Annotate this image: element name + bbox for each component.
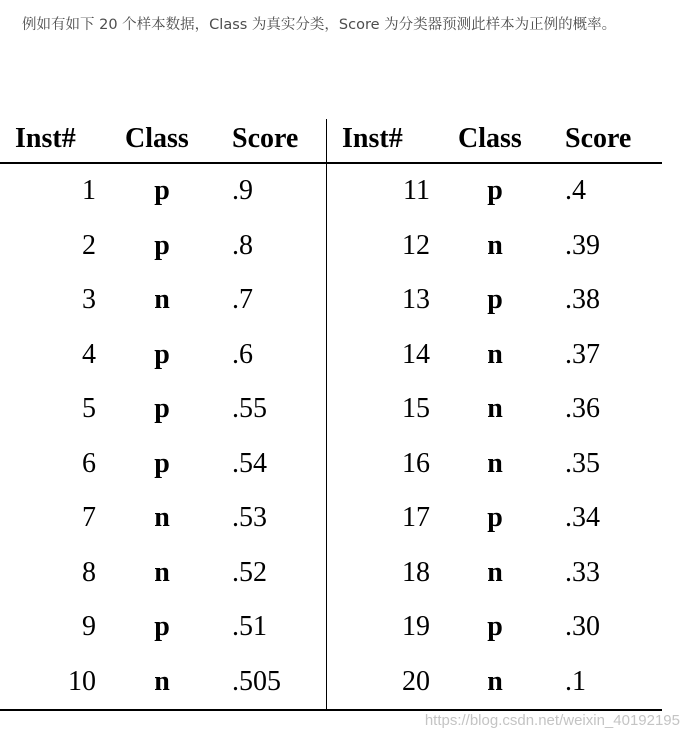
- class-cell: n: [487, 338, 503, 370]
- score-cell: .54: [232, 447, 267, 479]
- class-cell: p: [154, 393, 170, 424]
- bottom-rule: [0, 709, 662, 711]
- table-row: [0, 491, 662, 546]
- table-row: [0, 164, 662, 219]
- score-cell: .7: [232, 284, 253, 315]
- table-row: [0, 273, 662, 328]
- class-cell: p: [154, 611, 170, 642]
- table-row: [0, 328, 662, 383]
- score-cell: .39: [565, 229, 600, 261]
- score-cell: .55: [232, 393, 267, 424]
- intro-paragraph: 例如有如下 20 个样本数据，Class 为真实分类，Score 为分类器预测此样本为正例的概率。: [22, 17, 617, 33]
- score-cell: .4: [565, 175, 586, 206]
- header-inst-right: Inst#: [342, 123, 403, 154]
- inst-cell: 3: [82, 284, 96, 315]
- inst-cell: 1: [82, 175, 96, 206]
- table-row: [0, 437, 662, 492]
- class-cell: p: [154, 229, 170, 261]
- inst-cell: 20: [402, 665, 430, 697]
- header-score-right: Score: [565, 123, 632, 154]
- score-cell: .34: [565, 502, 600, 533]
- class-cell: n: [487, 393, 503, 424]
- score-cell: .37: [565, 338, 600, 370]
- class-cell: p: [487, 611, 503, 642]
- table-row: [0, 600, 662, 655]
- class-cell: n: [154, 502, 170, 533]
- inst-cell: 12: [402, 229, 430, 261]
- table-row: [0, 655, 662, 710]
- inst-cell: 17: [402, 502, 430, 533]
- score-cell: .6: [232, 338, 253, 370]
- class-cell: n: [487, 665, 503, 697]
- score-cell: .51: [232, 611, 267, 642]
- inst-cell: 13: [402, 284, 430, 315]
- table-row: [0, 546, 662, 601]
- inst-cell: 2: [82, 229, 96, 261]
- class-cell: n: [154, 556, 170, 588]
- score-cell: .36: [565, 393, 600, 424]
- class-cell: n: [154, 284, 170, 315]
- header-class-left: Class: [125, 123, 189, 154]
- score-cell: .8: [232, 229, 253, 261]
- inst-cell: 5: [82, 393, 96, 424]
- inst-cell: 16: [402, 447, 430, 479]
- class-cell: n: [487, 556, 503, 588]
- table-row: [0, 219, 662, 274]
- inst-cell: 10: [68, 665, 96, 697]
- table-row: [0, 382, 662, 437]
- inst-cell: 9: [82, 611, 96, 642]
- inst-cell: 4: [82, 338, 96, 370]
- class-cell: p: [154, 175, 170, 206]
- score-cell: .1: [565, 665, 586, 697]
- inst-cell: 8: [82, 556, 96, 588]
- score-cell: .35: [565, 447, 600, 479]
- inst-cell: 18: [402, 556, 430, 588]
- class-cell: p: [487, 284, 503, 315]
- class-cell: p: [154, 447, 170, 479]
- watermark: https://blog.csdn.net/weixin_40192195: [424, 712, 680, 729]
- score-cell: .505: [232, 665, 281, 697]
- inst-cell: 6: [82, 447, 96, 479]
- inst-cell: 14: [402, 338, 430, 370]
- class-cell: n: [154, 665, 170, 697]
- score-cell: .9: [232, 175, 253, 206]
- inst-cell: 11: [403, 175, 430, 206]
- score-cell: .52: [232, 556, 267, 588]
- score-cell: .33: [565, 556, 600, 588]
- class-cell: p: [154, 338, 170, 370]
- inst-cell: 7: [82, 502, 96, 533]
- roc-sample-table: [0, 117, 662, 710]
- inst-cell: 19: [402, 611, 430, 642]
- score-cell: .38: [565, 284, 600, 315]
- class-cell: p: [487, 175, 503, 206]
- class-cell: n: [487, 229, 503, 261]
- score-cell: .30: [565, 611, 600, 642]
- header-class-right: Class: [458, 123, 522, 154]
- class-cell: n: [487, 447, 503, 479]
- header-inst-left: Inst#: [15, 123, 76, 154]
- inst-cell: 15: [402, 393, 430, 424]
- class-cell: p: [487, 502, 503, 533]
- score-cell: .53: [232, 502, 267, 533]
- header-score-left: Score: [232, 123, 299, 154]
